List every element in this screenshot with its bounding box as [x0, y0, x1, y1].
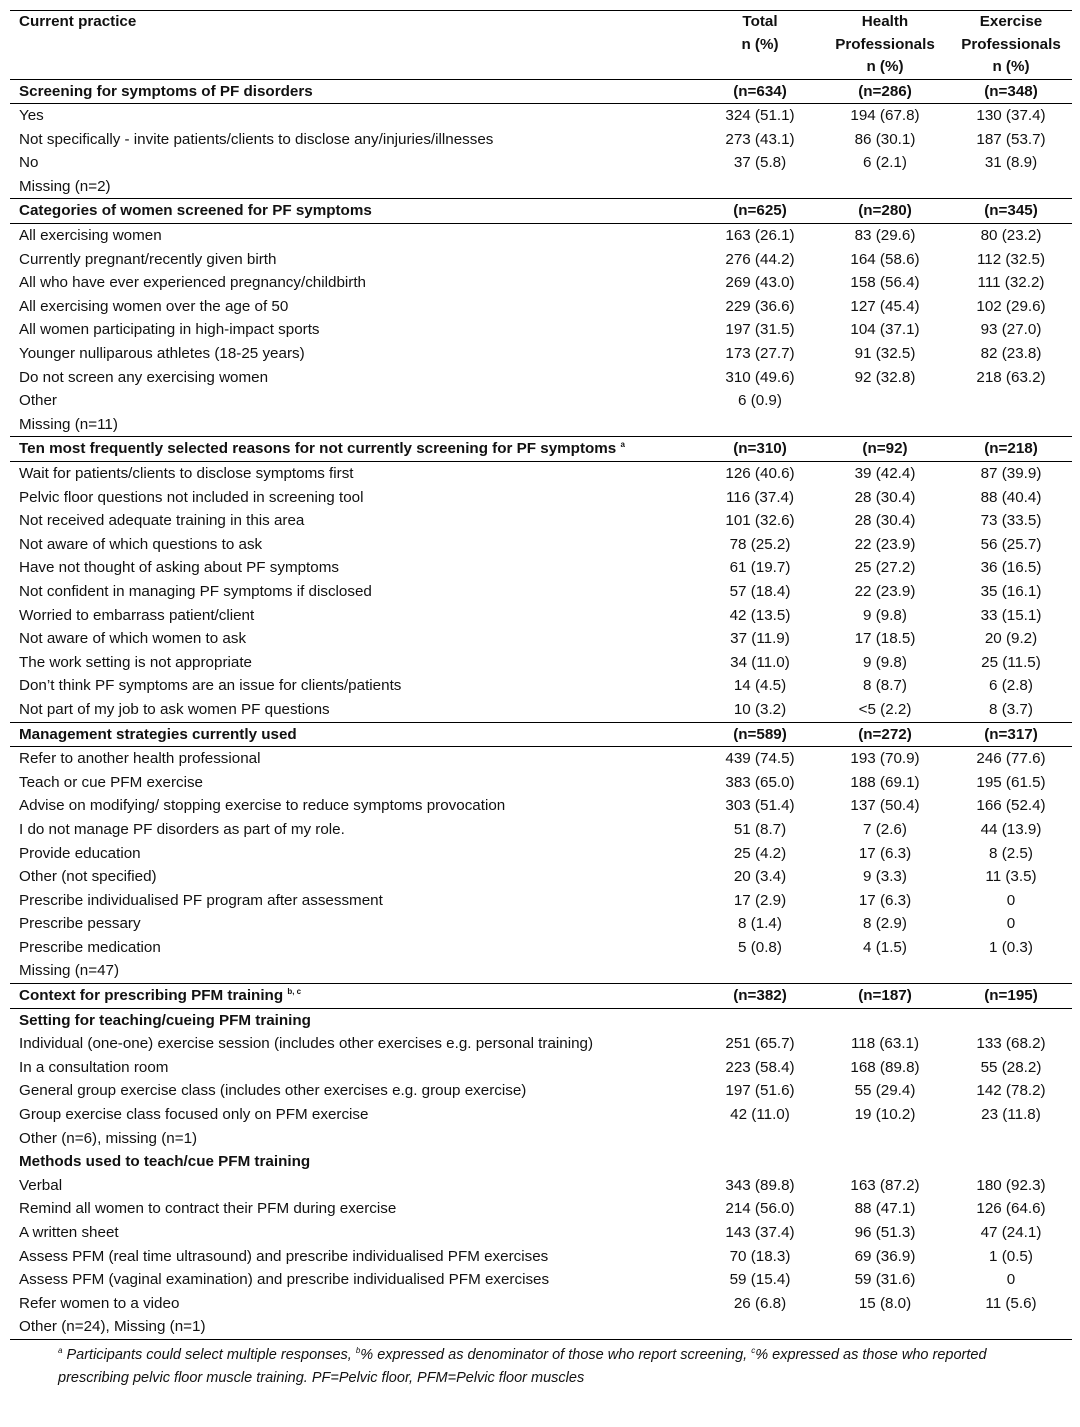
table-row — [10, 509, 1072, 533]
health-professionals-cell: 69 (36.9) — [854, 1247, 916, 1265]
health-professionals-cell: 164 (58.6) — [850, 250, 920, 268]
exercise-professionals-cell: 8 (3.7) — [989, 700, 1033, 718]
total-cell — [700, 1127, 820, 1151]
exercise-professionals-cell: 187 (53.7) — [976, 130, 1046, 148]
row-label-cell: Provide education — [19, 844, 141, 862]
table-row — [10, 366, 1072, 390]
table-row — [10, 698, 1072, 722]
health-professionals-cell: 127 (45.4) — [850, 297, 920, 315]
total-cell: 101 (32.6) — [725, 512, 795, 530]
row-label-cell: Yes — [19, 107, 44, 125]
health-professionals-cell: 22 (23.9) — [854, 582, 916, 600]
exercise-professionals-cell: 23 (11.8) — [981, 1106, 1041, 1124]
table-row — [10, 1056, 1072, 1080]
health-professionals-cell: 55 (29.4) — [854, 1082, 916, 1100]
exercise-professionals-cell: 142 (78.2) — [976, 1082, 1046, 1100]
table-body — [10, 79, 1072, 1339]
header-total: Total n (%) — [700, 11, 820, 80]
health-professionals-cell: 17 (6.3) — [858, 844, 912, 862]
row-label-cell: Not specifically - invite patients/clients to disclose any/injuries/illnesses — [19, 130, 494, 148]
row-label-cell: Management strategies currently used — [10, 722, 700, 747]
exercise-professionals-cell: 44 (13.9) — [980, 820, 1042, 838]
health-professionals-cell: 7 (2.6) — [863, 820, 907, 838]
section-header-row — [10, 199, 1072, 224]
health-professionals-cell: 4 (1.5) — [863, 938, 907, 956]
health-professionals-cell — [820, 413, 950, 437]
health-professionals-cell: 17 (18.5) — [854, 630, 916, 648]
exercise-professionals-cell: 0 — [1006, 1271, 1016, 1289]
total-cell: 310 (49.6) — [725, 368, 795, 386]
total-cell: 10 (3.2) — [733, 700, 787, 718]
exercise-professionals-cell: 56 (25.7) — [980, 535, 1042, 553]
footnote-mark-c: c — [751, 1346, 756, 1356]
exercise-professionals-cell — [950, 1008, 1072, 1032]
exercise-professionals-cell: 126 (64.6) — [976, 1200, 1046, 1218]
health-professionals-cell: 88 (47.1) — [854, 1200, 916, 1218]
exercise-professionals-cell: 218 (63.2) — [976, 368, 1046, 386]
table-row — [10, 959, 1072, 983]
section-header-row — [10, 722, 1072, 747]
row-label-cell: Not part of my job to ask women PF questions — [19, 700, 330, 718]
exercise-professionals-cell: 31 (8.9) — [984, 154, 1038, 172]
subsection-header-row — [10, 1150, 1072, 1174]
total-cell: 439 (74.5) — [725, 750, 795, 768]
total-cell: 42 (13.5) — [729, 606, 791, 624]
row-label-cell: A written sheet — [19, 1224, 119, 1241]
total-cell: 8 (1.4) — [738, 915, 782, 933]
total-cell: 229 (36.6) — [725, 297, 795, 315]
total-cell: 251 (65.7) — [725, 1035, 795, 1053]
row-label-cell: Refer women to a video — [19, 1294, 180, 1312]
row-label-cell: Prescribe pessary — [19, 915, 141, 933]
row-label-cell: Setting for teaching/cueing PFM training — [19, 1011, 311, 1029]
exercise-professionals-cell: 0 — [1006, 891, 1016, 909]
health-professionals-cell — [820, 175, 950, 199]
health-professionals-cell: 22 (23.9) — [854, 535, 916, 553]
total-cell — [700, 1008, 820, 1032]
row-label-cell: Prescribe medication — [19, 938, 161, 956]
footnote-reference: b, c — [287, 987, 302, 996]
table-row — [10, 1127, 1072, 1151]
total-cell: 20 (3.4) — [733, 868, 787, 886]
row-label-cell: Not aware of which women to ask — [19, 630, 247, 648]
health-professionals-cell: 86 (30.1) — [854, 130, 916, 148]
total-cell: 303 (51.4) — [725, 797, 795, 815]
row-label-cell: Context for prescribing PFM training $^{b, c}$ — [10, 984, 700, 1009]
total-cell: (n=382) — [700, 984, 820, 1009]
health-professionals-cell: 15 (8.0) — [858, 1294, 912, 1312]
row-label-cell: Other (n=6), missing (n=1) — [19, 1129, 198, 1147]
exercise-professionals-cell — [950, 389, 1072, 413]
total-cell: (n=625) — [700, 199, 820, 224]
health-professionals-cell — [820, 1127, 950, 1151]
exercise-professionals-cell: (n=317) — [950, 722, 1072, 747]
header-current-practice: Current practice — [10, 11, 700, 80]
total-cell: 163 (26.1) — [725, 227, 795, 245]
total-cell: 57 (18.4) — [729, 582, 791, 600]
health-professionals-cell: (n=92) — [820, 437, 950, 462]
table-row — [10, 1032, 1072, 1056]
total-cell — [700, 413, 820, 437]
row-label-cell: Assess PFM (real time ultrasound) and prescribe individualised PFM exercises — [19, 1247, 549, 1265]
health-professionals-cell: 168 (89.8) — [850, 1058, 920, 1076]
exercise-professionals-cell — [950, 1127, 1072, 1151]
total-cell: 143 (37.4) — [725, 1224, 795, 1241]
total-cell: 17 (2.9) — [733, 891, 787, 909]
table-row — [10, 604, 1072, 628]
row-label-cell: No — [19, 154, 39, 172]
exercise-professionals-cell: 195 (61.5) — [976, 773, 1046, 791]
health-professionals-cell: <5 (2.2) — [858, 700, 912, 718]
exercise-professionals-cell: 47 (24.1) — [980, 1224, 1042, 1241]
exercise-professionals-cell: (n=345) — [950, 199, 1072, 224]
row-label-cell: Categories of women screened for PF symptoms — [10, 199, 700, 224]
total-cell: 197 (51.6) — [725, 1082, 795, 1100]
row-label-cell: All exercising women over the age of 50 — [19, 297, 289, 315]
exercise-professionals-cell: 6 (2.8) — [989, 677, 1033, 695]
exercise-professionals-cell: 82 (23.8) — [980, 345, 1042, 363]
row-label-cell: Wait for patients/clients to disclose symptoms first — [19, 465, 354, 482]
health-professionals-cell: 25 (27.2) — [854, 559, 916, 577]
exercise-professionals-cell — [950, 1315, 1072, 1339]
total-cell: 126 (40.6) — [725, 465, 795, 482]
total-cell: 223 (58.4) — [725, 1058, 795, 1076]
table-row — [10, 1079, 1072, 1103]
total-cell: 61 (19.7) — [729, 559, 791, 577]
health-professionals-cell: 8 (2.9) — [863, 915, 907, 933]
row-label-cell: Refer to another health professional — [19, 750, 261, 768]
subsection-header-row — [10, 1008, 1072, 1032]
table-row — [10, 1315, 1072, 1339]
total-cell: 25 (4.2) — [733, 844, 787, 862]
row-label-cell: In a consultation room — [19, 1058, 169, 1076]
exercise-professionals-cell: 11 (3.5) — [985, 868, 1037, 886]
total-cell: 59 (15.4) — [729, 1271, 791, 1289]
health-professionals-cell: (n=272) — [820, 722, 950, 747]
row-label-cell: All exercising women — [19, 227, 162, 245]
row-label-cell: I do not manage PF disorders as part of my role. — [19, 820, 345, 838]
row-label-cell: Verbal — [19, 1176, 63, 1194]
row-label-cell: Screening for symptoms of PF disorders — [10, 79, 700, 104]
table-row — [10, 1221, 1072, 1245]
footnote-a-text: Participants could select multiple responses, — [62, 1346, 356, 1363]
row-label-cell: The work setting is not appropriate — [19, 653, 252, 671]
total-cell: 70 (18.3) — [729, 1247, 791, 1265]
row-label-cell: All who have ever experienced pregnancy/childbirth — [19, 274, 366, 292]
exercise-professionals-cell: 111 (32.2) — [977, 274, 1045, 292]
row-label-cell: Prescribe individualised PF program after assessment — [19, 891, 383, 909]
exercise-professionals-cell: 246 (77.6) — [976, 750, 1046, 768]
current-practice-table — [10, 10, 1072, 1340]
row-label-cell: Worried to embarrass patient/client — [19, 606, 255, 624]
health-professionals-cell: 28 (30.4) — [854, 488, 916, 506]
footnote-mark-a: a — [58, 1346, 63, 1356]
header-exercise-professionals: Exercise Professionals n (%) — [950, 11, 1072, 80]
row-label-cell: Missing (n=47) — [19, 962, 120, 980]
exercise-professionals-cell — [950, 175, 1072, 199]
total-cell — [700, 1315, 820, 1339]
row-label-cell: Individual (one-one) exercise session (includes other exercises e.g. personal training) — [19, 1035, 594, 1053]
exercise-professionals-cell: 130 (37.4) — [976, 107, 1046, 125]
health-professionals-cell: (n=286) — [820, 79, 950, 104]
table-row — [10, 533, 1072, 557]
row-label-cell: Have not thought of asking about PF symptoms — [19, 559, 339, 577]
table-row — [10, 1245, 1072, 1269]
total-cell: 78 (25.2) — [729, 535, 791, 553]
exercise-professionals-cell: (n=195) — [950, 984, 1072, 1009]
table-row — [10, 413, 1072, 437]
footnote-b-text: % expressed as denominator of those who report screening, — [360, 1346, 752, 1363]
table-row — [10, 912, 1072, 936]
exercise-professionals-cell — [950, 413, 1072, 437]
table-row — [10, 175, 1072, 199]
exercise-professionals-cell: 1 (0.5) — [989, 1247, 1033, 1265]
table-row — [10, 865, 1072, 889]
exercise-professionals-cell: 180 (92.3) — [976, 1176, 1046, 1194]
row-label-cell: Other — [19, 392, 57, 410]
row-label-cell: Other (n=24), Missing (n=1) — [10, 1315, 700, 1339]
total-cell: (n=310) — [700, 437, 820, 462]
table-row — [10, 295, 1072, 319]
table-row — [10, 342, 1072, 366]
total-cell: 383 (65.0) — [725, 773, 795, 791]
row-label-cell: Other (not specified) — [19, 868, 157, 886]
row-label-cell: All women participating in high-impact sports — [19, 321, 320, 339]
section-header-row — [10, 984, 1072, 1009]
exercise-professionals-cell: 166 (52.4) — [976, 797, 1046, 815]
row-label-cell: Don’t think PF symptoms are an issue for clients/patients — [19, 677, 402, 695]
table-row — [10, 151, 1072, 175]
exercise-professionals-cell: 133 (68.2) — [976, 1035, 1046, 1053]
total-cell: 276 (44.2) — [725, 250, 795, 268]
table-row — [10, 936, 1072, 960]
health-professionals-cell — [820, 389, 950, 413]
total-cell: 197 (31.5) — [725, 321, 795, 339]
table-row — [10, 771, 1072, 795]
health-professionals-cell: 188 (69.1) — [850, 773, 920, 791]
total-cell: 324 (51.1) — [725, 107, 795, 125]
exercise-professionals-cell: (n=348) — [950, 79, 1072, 104]
exercise-professionals-cell: 36 (16.5) — [980, 559, 1042, 577]
row-label-cell: Missing (n=2) — [19, 177, 111, 195]
exercise-professionals-cell: 20 (9.2) — [984, 630, 1038, 648]
row-label-cell: Currently pregnant/recently given birth — [19, 250, 277, 268]
health-professionals-cell: (n=280) — [820, 199, 950, 224]
health-professionals-cell: 163 (87.2) — [850, 1176, 920, 1194]
table-row — [10, 224, 1072, 248]
table-row — [10, 462, 1072, 486]
total-cell: (n=589) — [700, 722, 820, 747]
total-cell: 343 (89.8) — [725, 1176, 795, 1194]
health-professionals-cell: 193 (70.9) — [850, 750, 920, 768]
section-header-row — [10, 437, 1072, 462]
health-professionals-cell: 96 (51.3) — [854, 1224, 916, 1241]
total-cell: 173 (27.7) — [725, 345, 795, 363]
table-row — [10, 1268, 1072, 1292]
total-cell: 37 (11.9) — [730, 630, 790, 648]
total-cell: (n=634) — [700, 79, 820, 104]
table-row — [10, 318, 1072, 342]
health-professionals-cell: 104 (37.1) — [850, 321, 920, 339]
row-label-cell: Advise on modifying/ stopping exercise to reduce symptoms provocation — [19, 797, 506, 815]
health-professionals-cell: 19 (10.2) — [854, 1106, 916, 1124]
total-cell — [700, 959, 820, 983]
table-row — [10, 248, 1072, 272]
table-row — [10, 1292, 1072, 1316]
row-label-cell: Assess PFM (vaginal examination) and prescribe individualised PFM exercises — [19, 1271, 550, 1289]
exercise-professionals-cell — [950, 1150, 1072, 1174]
row-label-cell: Group exercise class focused only on PFM exercise — [19, 1106, 369, 1124]
table-row — [10, 818, 1072, 842]
row-label-cell: Teach or cue PFM exercise — [19, 773, 204, 791]
health-professionals-cell: 9 (3.3) — [863, 868, 907, 886]
row-label-cell: Ten most frequently selected reasons for not currently screening for PF symptoms $^a$ — [10, 437, 700, 462]
table-row — [10, 889, 1072, 913]
health-professionals-cell: 28 (30.4) — [854, 512, 916, 530]
footnote-mark-b: b — [355, 1346, 361, 1356]
row-label-cell: Younger nulliparous athletes (18-25 years) — [19, 345, 305, 363]
table-row — [10, 389, 1072, 413]
exercise-professionals-cell: 55 (28.2) — [980, 1058, 1042, 1076]
table-row — [10, 674, 1072, 698]
health-professionals-cell: 158 (56.4) — [850, 274, 920, 292]
health-professionals-cell: 137 (50.4) — [850, 797, 920, 815]
table-row — [10, 580, 1072, 604]
table-footnote — [10, 1340, 1072, 1390]
total-cell: 26 (6.8) — [733, 1294, 787, 1312]
exercise-professionals-cell: 87 (39.9) — [980, 465, 1042, 482]
health-professionals-cell: 194 (67.8) — [850, 107, 920, 125]
health-professionals-cell: 6 (2.1) — [863, 154, 907, 172]
table-row — [10, 747, 1072, 771]
row-label-cell: General group exercise class (includes other exercises e.g. group exercise) — [19, 1082, 527, 1100]
table-row — [10, 486, 1072, 510]
health-professionals-cell: 9 (9.8) — [863, 606, 907, 624]
table-row — [10, 842, 1072, 866]
footnote-reference: a — [620, 440, 625, 450]
row-label-cell: Missing (n=11) — [19, 415, 118, 433]
table-row — [10, 128, 1072, 152]
table-row — [10, 651, 1072, 675]
footnote-c-text: % expressed as those who reported prescribing pelvic floor muscle training. PF=Pelvic floor, PFM=Pelvic floor muscles — [58, 1346, 987, 1386]
health-professionals-cell: 118 (63.1) — [850, 1035, 920, 1053]
health-professionals-cell: 92 (32.8) — [854, 368, 916, 386]
table-row — [10, 1174, 1072, 1198]
exercise-professionals-cell: 93 (27.0) — [980, 321, 1042, 339]
total-cell: 51 (8.7) — [733, 820, 787, 838]
row-label-cell: Not received adequate training in this area — [19, 512, 305, 530]
health-professionals-cell: 39 (42.4) — [854, 465, 916, 482]
exercise-professionals-cell: 88 (40.4) — [980, 488, 1042, 506]
row-label-cell: Methods used to teach/cue PFM training — [19, 1153, 311, 1171]
total-cell — [700, 1150, 820, 1174]
section-header-row — [10, 79, 1072, 104]
row-label-cell: Remind all women to contract their PFM during exercise — [19, 1200, 397, 1218]
health-professionals-cell — [820, 1315, 950, 1339]
health-professionals-cell: 9 (9.8) — [863, 653, 907, 671]
total-cell: 34 (11.0) — [730, 653, 790, 671]
exercise-professionals-cell: 8 (2.5) — [989, 844, 1033, 862]
health-professionals-cell: 83 (29.6) — [854, 227, 916, 245]
table-header — [10, 11, 1072, 80]
total-cell: 214 (56.0) — [725, 1200, 795, 1218]
total-cell: 269 (43.0) — [725, 274, 795, 292]
exercise-professionals-cell: 35 (16.1) — [980, 582, 1042, 600]
table-row — [10, 271, 1072, 295]
exercise-professionals-cell: 11 (5.6) — [985, 1294, 1037, 1312]
table-row — [10, 1197, 1072, 1221]
total-cell: 14 (4.5) — [733, 677, 787, 695]
total-cell: 273 (43.1) — [725, 130, 795, 148]
exercise-professionals-cell: 25 (11.5) — [981, 653, 1041, 671]
exercise-professionals-cell: 80 (23.2) — [980, 227, 1042, 245]
health-professionals-cell: 8 (8.7) — [863, 677, 907, 695]
health-professionals-cell — [820, 1008, 950, 1032]
row-label-cell: Not confident in managing PF symptoms if disclosed — [19, 582, 372, 600]
total-cell — [700, 175, 820, 199]
total-cell: 116 (37.4) — [725, 488, 795, 506]
total-cell: 42 (11.0) — [730, 1106, 790, 1124]
health-professionals-cell: (n=187) — [820, 984, 950, 1009]
table-row — [10, 1103, 1072, 1127]
exercise-professionals-cell — [950, 959, 1072, 983]
row-label-cell: Do not screen any exercising women — [19, 368, 269, 386]
total-cell: 37 (5.8) — [733, 154, 787, 172]
table-row — [10, 627, 1072, 651]
health-professionals-cell: 59 (31.6) — [854, 1271, 916, 1289]
exercise-professionals-cell: 1 (0.3) — [989, 938, 1033, 956]
exercise-professionals-cell: 73 (33.5) — [980, 512, 1042, 530]
row-label-cell: Pelvic floor questions not included in screening tool — [19, 488, 364, 506]
exercise-professionals-cell: 33 (15.1) — [980, 606, 1042, 624]
exercise-professionals-cell: (n=218) — [950, 437, 1072, 462]
health-professionals-cell: 91 (32.5) — [854, 345, 916, 363]
results-table-container — [10, 10, 1072, 1390]
exercise-professionals-cell: 0 — [1006, 915, 1016, 933]
table-row — [10, 104, 1072, 128]
total-cell: 6 (0.9) — [738, 392, 782, 410]
exercise-professionals-cell: 102 (29.6) — [976, 297, 1046, 315]
health-professionals-cell: 17 (6.3) — [858, 891, 912, 909]
row-label-cell: Not aware of which questions to ask — [19, 535, 263, 553]
total-cell: 5 (0.8) — [738, 938, 782, 956]
table-row — [10, 556, 1072, 580]
table-row — [10, 794, 1072, 818]
header-health-professionals: Health Professionals n (%) — [820, 11, 950, 80]
health-professionals-cell — [820, 1150, 950, 1174]
health-professionals-cell — [820, 959, 950, 983]
exercise-professionals-cell: 112 (32.5) — [976, 250, 1046, 268]
